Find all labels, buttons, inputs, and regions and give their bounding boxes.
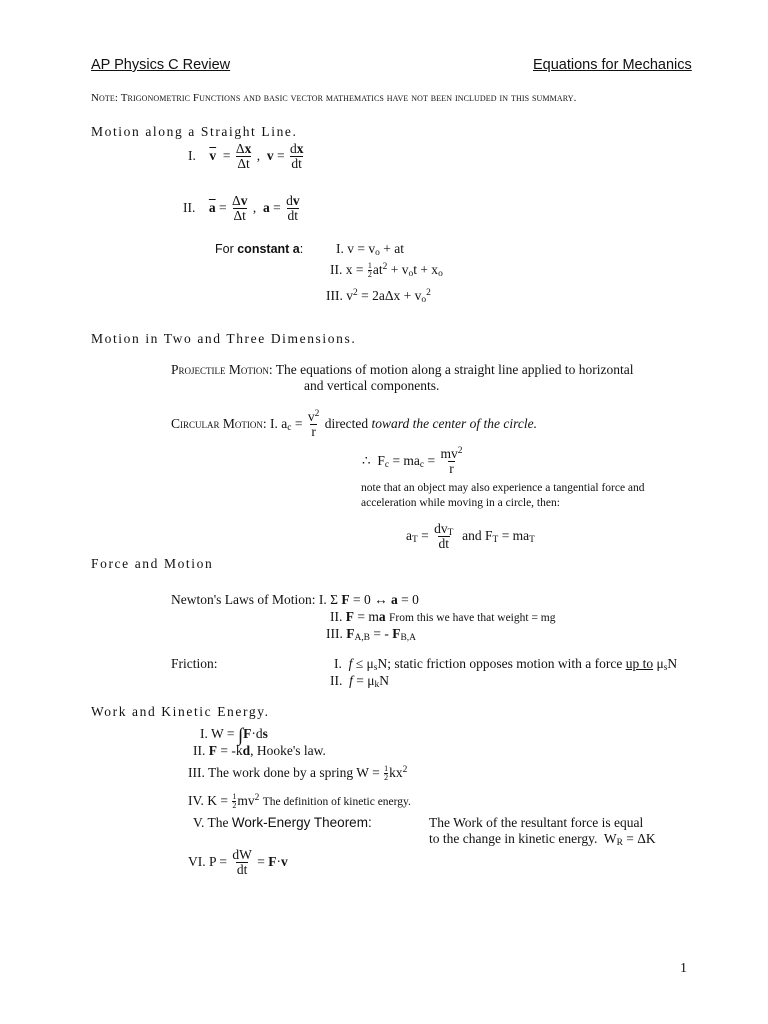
circular-italic: toward the center of the circle. [371,415,538,431]
note-label: Note: [91,92,119,104]
header-left-title: AP Physics C Review [91,57,231,73]
projectile-motion-line-1: Projectile Motion: The equations of motion along a straight line applied to horizontal [171,362,634,377]
newton-law-3: III. $F_{A,B}$ = - $F_{B,A}$ [326,626,416,643]
work-energy-text-1: The Work of the resultant force is equal [429,815,644,830]
work-eq-3: III. The work done by a spring W = $\frac{1}{2}$ $kx^2$ [188,764,408,783]
friction-label: Friction: [171,656,218,671]
newton-label: Newton's Laws of Motion: [171,592,316,607]
page-number: 1 [680,961,687,976]
newton-law-2: II. F = ma From this we have that weight = mg [330,609,556,624]
equation-number: I. [188,147,196,163]
centripetal-force-equation: ∴ $F_c = ma_c$ = $\frac{mv^2}{r}$ [362,446,463,477]
header-right-title: Equations for Mechanics [533,57,692,73]
constant-a-eq1: I. $v = v_o$ + at [336,241,404,258]
work-eq-1: I. W = ∫F·ds [200,725,268,746]
tangential-note-2: acceleration while moving in a circle, then: [361,497,560,509]
constant-a-eq2: II. x = $\frac{1}{2}$ $at^2 + v_ot + x_o$ [330,261,443,280]
projectile-label: Projectile Motion: [171,362,273,377]
work-eq-5: V. The Work-Energy Theorem: [193,815,372,830]
equation-number: II. [183,199,196,215]
circular-motion-line: Circular Motion: I. $a_c$ = $\frac{v^2}{r}$ directed toward the center of the circle. [171,409,538,440]
projectile-motion-line-2: and vertical components. [304,378,440,393]
friction-eq-1: I. $f \le \mu_sN$; static friction opposes motion with a force up to $\mu_sN$ [334,656,678,673]
work-energy-text-2: to the change in kinetic energy. $W_R = \Delta K$ [429,831,656,848]
work-eq-4: IV. K = $\frac{1}{2}$ $mv^2$ The definition of kinetic energy. [188,792,411,811]
note-text: Trigonometric Functions and basic vector mathematics have not been included in this summary. [120,92,577,104]
tangential-note-1: note that an object may also experience a tangential force and [361,482,645,494]
up-to-underlined: up to [625,656,654,671]
power-equation: VI. P = $\frac{dW}{dt}$ = F·v [188,847,288,878]
kinetic-energy-note: The definition of kinetic energy. [262,796,411,808]
section-heading-work-energy: Work and Kinetic Energy. [91,704,270,719]
section-heading-straight-line: Motion along a Straight Line. [91,124,298,139]
constant-a-label: For constant a: [215,242,304,256]
work-eq-2: II. F = -kd, Hooke's law. [193,743,326,758]
work-energy-theorem-label: Work-Energy Theorem: [231,815,372,830]
circular-label: Circular Motion: [171,415,267,431]
tangential-equations: $a_T$ = $\frac{dv_T}{dt}$ and $F_T = ma_T$ [406,521,535,552]
section-heading-force-motion: Force and Motion [91,556,214,571]
equation-acceleration: II. $\overline{a}$ = $\frac{\Delta v}{\Delta t}$ , a = $\frac{dv}{dt}$ [183,193,300,224]
constant-a-eq3: III. $v^2 = 2a\Delta x + v_o^2$ [326,288,431,305]
section-heading-two-three: Motion in Two and Three Dimensions. [91,331,357,346]
weight-note: From this we have that weight = mg [389,612,556,624]
friction-eq-2: II. $f = \mu_kN$ [330,673,389,690]
equation-velocity: I. $\overline{v}$ = $\frac{\Delta x}{\Delta t}$ , v = $\frac{dx}{dt}$ [188,141,304,172]
note-line [91,92,576,104]
newton-law-1: Newton's Laws of Motion: I. Σ F = 0 ↔ a = 0 [171,592,419,607]
constant-a-bold: constant a [237,242,300,256]
